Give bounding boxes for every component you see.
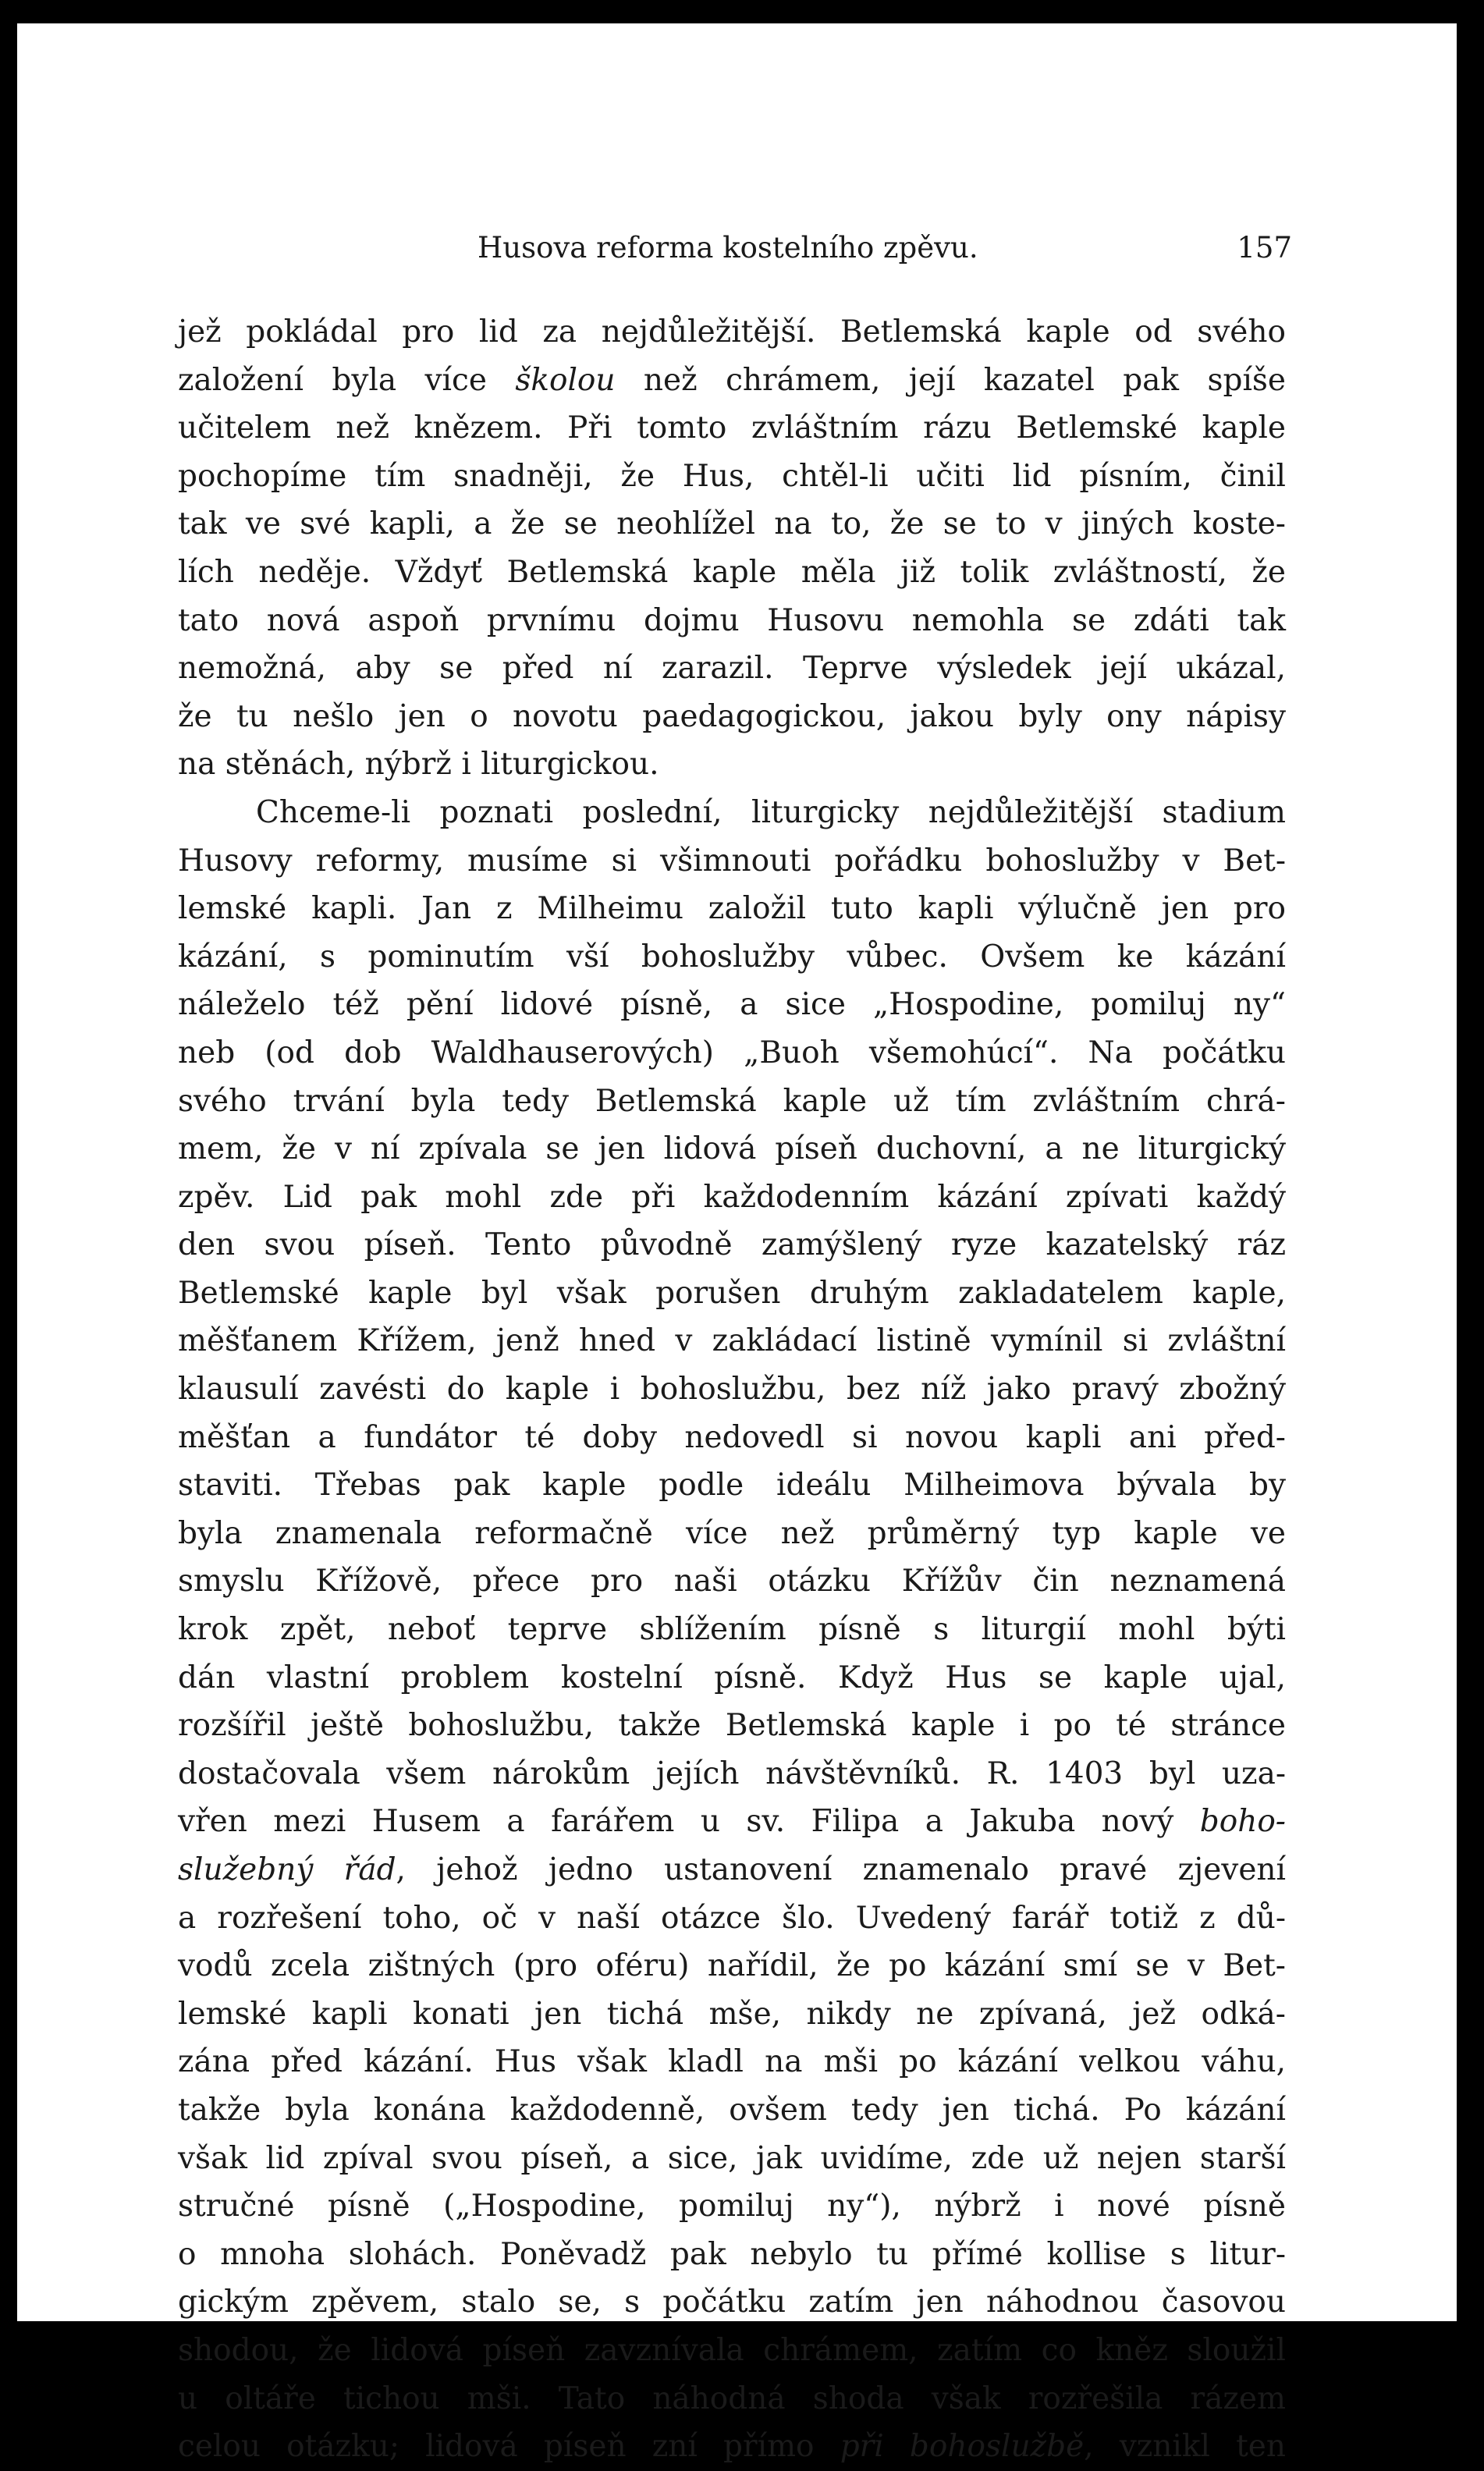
- italic-text: školou: [515, 362, 616, 398]
- text-line: [178, 549, 1286, 597]
- text-run: , vznikl ten: [1084, 2429, 1286, 2465]
- text-line: [178, 2182, 1286, 2231]
- text-run: kázání, s pominutím vší bohoslužby vůbec. Ovšem ke kázání: [178, 939, 1286, 975]
- text-run: klausulí zavésti do kaple i bohoslužbu, bez níž jako pravý zbožný: [178, 1372, 1286, 1408]
- text-line: [178, 597, 1286, 645]
- text-line: [178, 1702, 1286, 1750]
- text-run: shodou, že lidová píseň zavznívala chrámem, zatím co kněz sloužil: [178, 2332, 1286, 2368]
- text-run: učitelem než knězem. Při tomto zvláštním rázu Betlemské kaple: [178, 410, 1286, 446]
- text-run: pochopíme tím snadněji, že Hus, chtěl-li učiti lid písním, činil: [178, 458, 1286, 494]
- text-run: lemské kapli konati jen tichá mše, nikdy ne zpívaná, jež odká-: [178, 1996, 1286, 2032]
- text-line: [178, 1078, 1286, 1126]
- text-run: Betlemské kaple byl však porušen druhým zakladatelem kaple,: [178, 1275, 1286, 1311]
- text-line: [178, 308, 1286, 357]
- text-run: gickým zpěvem, stalo se, s počátku zatím jen náhodnou časovou: [178, 2285, 1286, 2320]
- text-run: krok zpět, neboť teprve sblížením písně s liturgií mohl býti: [178, 1612, 1286, 1648]
- text-line: [178, 404, 1286, 453]
- text-run: stručné písně („Hospodine, pomiluj ny“), nýbrž i nové písně: [178, 2189, 1286, 2224]
- italic-text: boho-: [1199, 1804, 1286, 1840]
- text-line: [178, 2038, 1286, 2086]
- text-run: dán vlastní problem kostelní písně. Když Hus se kaple ujal,: [178, 1660, 1286, 1695]
- text-line: [178, 453, 1286, 501]
- text-run: a rozřešení toho, oč v naší otázce šlo. Uvedený farář totiž z dů-: [178, 1900, 1286, 1936]
- text-run: než chrámem, její kazatel pak spíše: [615, 362, 1287, 398]
- text-line: [178, 1510, 1286, 1558]
- text-run: však lid zpíval svou píseň, a sice, jak uvidíme, zde už nejen starší: [178, 2140, 1286, 2176]
- text-run: Chceme-li poznati poslední, liturgicky nejdůležitější stadium: [256, 794, 1286, 830]
- text-run: neb (od dob Waldhauserových) „Buoh všemohúcí“. Na počátku: [178, 1035, 1286, 1070]
- text-line: [178, 693, 1286, 741]
- text-line: [178, 1990, 1286, 2039]
- text-line: [178, 1750, 1286, 1798]
- text-run: měšťan a fundátor té doby nedovedl si novou kapli ani před-: [178, 1419, 1286, 1455]
- text-line: [178, 1365, 1286, 1414]
- text-run: založení byla více: [178, 362, 516, 398]
- text-line: [178, 1461, 1286, 1510]
- text-run: náleželo též pění lidové písně, a sice „Hospodine, pomiluj ny“: [178, 987, 1286, 1023]
- page-header: [170, 220, 1292, 267]
- text-run: den svou píseň. Tento původně zamýšlený ryze kazatelský ráz: [178, 1227, 1286, 1263]
- text-run: svého trvání byla tedy Betlemská kaple už tím zvláštním chrá-: [178, 1083, 1286, 1119]
- text-line: [178, 837, 1286, 886]
- text-line: [178, 981, 1286, 1029]
- text-line: [178, 885, 1286, 933]
- text-run: jež pokládal pro lid za nejdůležitější. Betlemská kaple od svého: [178, 314, 1286, 350]
- text-run: tak ve své kapli, a že se neohlížel na to, že se to v jiných koste-: [178, 506, 1286, 542]
- text-run: měšťanem Křížem, jenž hned v zakládací listině vymínil si zvláštní: [178, 1323, 1286, 1359]
- text-run: staviti. Třebas pak kaple podle ideálu Milheimova bývala by: [178, 1468, 1286, 1504]
- text-line: [178, 933, 1286, 982]
- running-title: Husova reforma kostelního zpěvu.: [478, 231, 978, 264]
- text-line: [178, 2135, 1286, 2183]
- text-line: [178, 1606, 1286, 1654]
- scan-edge: [1457, 23, 1484, 2341]
- text-run: mem, že v ní zpívala se jen lidová píseň duchovní, a ne liturgický: [178, 1131, 1286, 1167]
- text-line: [178, 2086, 1286, 2135]
- text-run: celou otázku; lidová píseň zní přímo: [178, 2429, 840, 2465]
- text-run: byla znamenala reformačně více než průměrný typ kaple ve: [178, 1515, 1286, 1551]
- text-line: [178, 357, 1286, 405]
- text-line: [178, 789, 1286, 837]
- text-run: , jehož jedno ustanovení znamenalo pravé zjevení: [396, 1852, 1287, 1887]
- text-run: Husovy reformy, musíme si všimnouti pořádku bohoslužby v Bet-: [178, 843, 1286, 879]
- text-run: smyslu Křížově, přece pro naši otázku Křížův čin neznamená: [178, 1564, 1286, 1599]
- text-run: zpěv. Lid pak mohl zde při každodenním kázání zpívati každý: [178, 1179, 1286, 1215]
- text-run: u oltáře tichou mši. Tato náhodná shoda však rozřešila rázem: [178, 2380, 1286, 2416]
- text-line: [178, 1414, 1286, 1462]
- body-text: [178, 308, 1286, 2471]
- italic-text: při bohoslužbě: [840, 2429, 1085, 2465]
- text-line: [178, 1029, 1286, 1078]
- text-run: zána před kázání. Hus však kladl na mši po kázání velkou váhu,: [178, 2044, 1286, 2080]
- text-line: [178, 1942, 1286, 1990]
- text-run: lemské kapli. Jan z Milheimu založil tuto kapli výlučně jen pro: [178, 891, 1286, 927]
- text-run: že tu nešlo jen o novotu paedagogickou, jakou byly ony nápisy: [178, 698, 1286, 734]
- text-line: [178, 2375, 1286, 2423]
- text-run: rozšířil ještě bohoslužbu, takže Betlemská kaple i po té stránce: [178, 1708, 1286, 1744]
- text-line: [178, 740, 1286, 789]
- text-run: o mnoha slohách. Poněvadž pak nebylo tu přímé kollise s litur-: [178, 2236, 1286, 2272]
- text-line: [178, 1125, 1286, 1173]
- page-number: 157: [1237, 231, 1292, 264]
- text-line: [178, 2327, 1286, 2375]
- text-run: dostačovala všem nárokům jejích návštěvníků. R. 1403 byl uza-: [178, 1756, 1286, 1791]
- text-run: tato nová aspoň prvnímu dojmu Husovu nemohla se zdáti tak: [178, 602, 1286, 638]
- text-line: [178, 1221, 1286, 1269]
- text-run: nemožná, aby se před ní zarazil. Teprve výsledek její ukázal,: [178, 651, 1286, 687]
- text-line: [178, 1317, 1286, 1365]
- text-run: lích neděje. Vždyť Betlemská kaple měla již tolik zvláštností, že: [178, 554, 1286, 590]
- text-line: [178, 1269, 1286, 1318]
- text-line: [178, 1846, 1286, 1894]
- text-line: [178, 1557, 1286, 1606]
- text-line: [178, 1654, 1286, 1702]
- text-line: [178, 644, 1286, 693]
- text-run: takže byla konána každodenně, ovšem tedy jen tichá. Po kázání: [178, 2092, 1286, 2128]
- text-line: [178, 1173, 1286, 1222]
- text-line: [178, 2278, 1286, 2327]
- text-line: [178, 2423, 1286, 2471]
- text-line: [178, 500, 1286, 549]
- book-page: [17, 23, 1457, 2465]
- text-line: [178, 1894, 1286, 1943]
- text-line: [178, 2231, 1286, 2279]
- text-run: vodů zcela zištných (pro oféru) nařídil, že po kázání smí se v Bet-: [178, 1948, 1286, 1984]
- text-run: vřen mezi Husem a farářem u sv. Filipa a Jakuba nový: [178, 1804, 1200, 1840]
- italic-text: služebný řád: [178, 1852, 396, 1887]
- text-run: na stěnách, nýbrž i liturgickou.: [178, 747, 659, 783]
- text-line: [178, 1798, 1286, 1846]
